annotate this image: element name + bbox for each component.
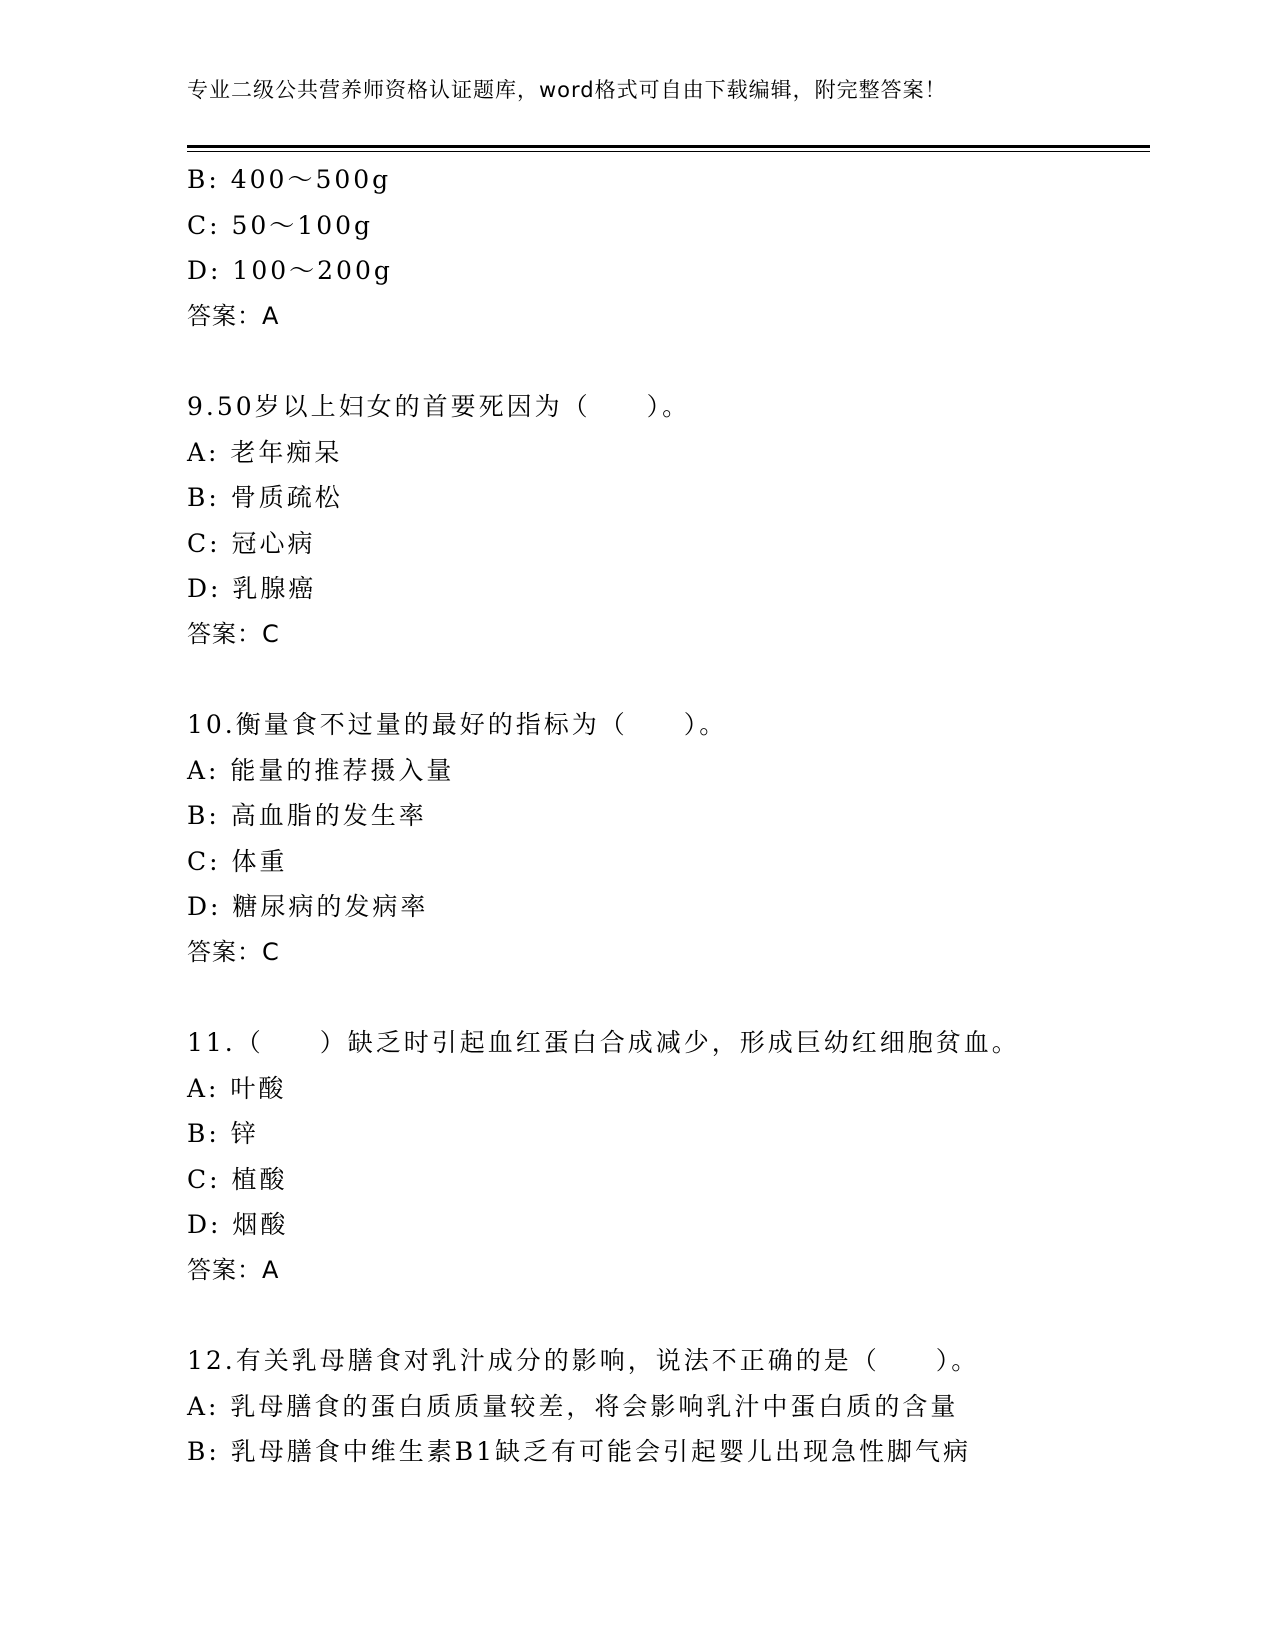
option: D: 100～200g [187,256,393,285]
question-content [187,157,1150,1475]
option: B: 高血脂的发生率 [187,801,427,830]
option: D: 烟酸 [187,1210,289,1239]
option: A: 叶酸 [187,1073,287,1103]
option: C: 冠心病 [187,528,316,558]
option: D: 糖尿病的发病率 [187,892,429,921]
answer: 答案：C [187,937,280,966]
question-12 [187,1338,1150,1475]
question-9 [187,384,1150,657]
question-10 [187,702,1150,975]
header-rule-thick [187,145,1150,148]
option: D: 乳腺癌 [187,574,317,603]
option: C: 50～100g [187,210,374,240]
option: B: 乳母膳食中维生素B1缺乏有可能会引起婴儿出现急性脚气病 [187,1437,972,1466]
option: C: 植酸 [187,1164,288,1194]
answer: 答案：A [187,1255,280,1284]
answer: 答案：A [187,301,280,330]
continued-question [187,157,1150,339]
page-header: 专业二级公共营养师资格认证题库，word格式可自由下载编辑，附完整答案！ [187,78,947,102]
option: B: 骨质疏松 [187,483,343,512]
answer: 答案：C [187,619,280,648]
option: B: 400～500g [187,165,392,194]
option: A: 乳母膳食的蛋白质质量较差，将会影响乳汁中蛋白质的含量 [187,1391,959,1421]
question-stem: 9.50岁以上妇女的首要死因为（ ）。 [187,392,691,421]
option: A: 能量的推荐摄入量 [187,755,455,785]
option: A: 老年痴呆 [187,437,343,467]
question-stem: 11.（ ）缺乏时引起血红蛋白合成减少，形成巨幼红细胞贫血。 [187,1028,1020,1057]
question-stem: 12.有关乳母膳食对乳汁成分的影响，说法不正确的是（ ）。 [187,1346,980,1375]
option: B: 锌 [187,1119,259,1148]
header-rule-thin [187,151,1150,152]
option: C: 体重 [187,846,288,876]
question-11 [187,1020,1150,1293]
question-stem: 10.衡量食不过量的最好的指标为（ ）。 [187,710,728,739]
